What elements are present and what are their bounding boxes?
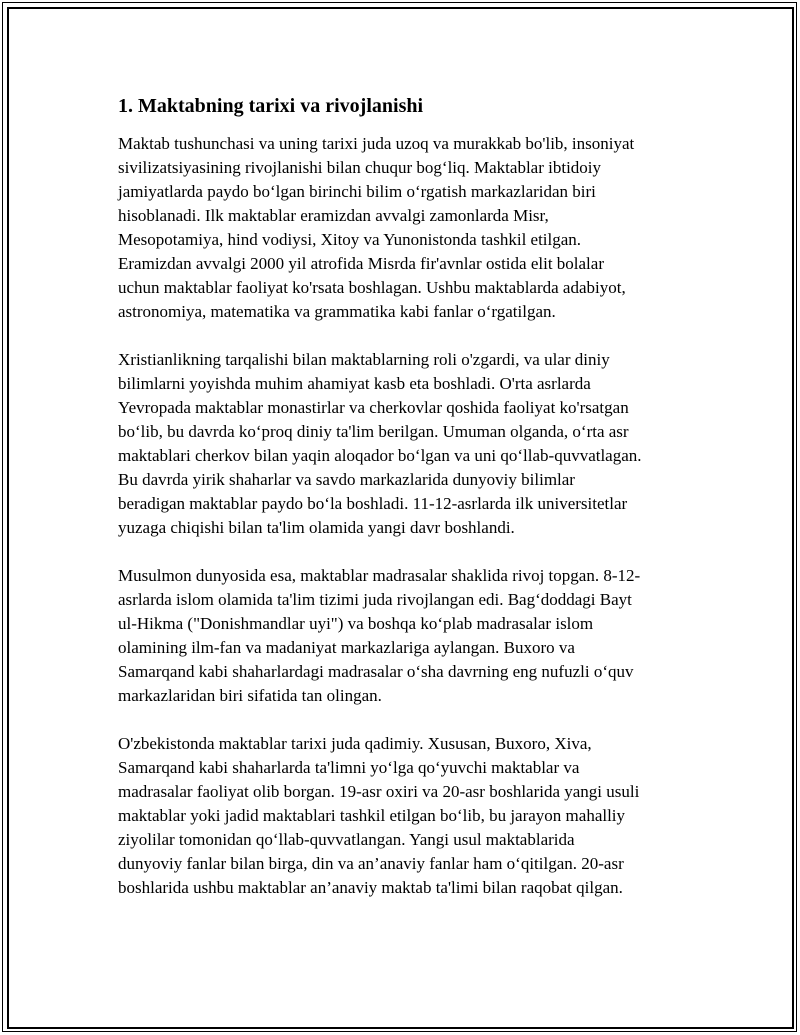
text-line: yuzaga chiqishi bilan ta'lim olamida yangi davr boshlandi. (118, 518, 515, 537)
text-line: Eramizdan avvalgi 2000 yil atrofida Misrda fir'avnlar ostida elit bolalar (118, 254, 604, 273)
section-heading: 1. Maktabning tarixi va rivojlanishi (118, 95, 424, 117)
text-line: astronomiya, matematika va grammatika kabi fanlar o‘rgatilgan. (118, 302, 556, 321)
text-line: Xristianlikning tarqalishi bilan maktablarning roli o'zgardi, va ular diniy (118, 350, 610, 369)
text-line: maktablari cherkov bilan yaqin aloqador bo‘lgan va uni qo‘llab-quvvatlagan. (118, 446, 642, 465)
text-line: beradigan maktablar paydo bo‘la boshladi. 11-12-asrlarda ilk universitetlar (118, 494, 628, 513)
text-line: Samarqand kabi shaharlardagi madrasalar o‘sha davrning eng nufuzli o‘quv (118, 662, 634, 681)
text-line: madrasalar faoliyat olib borgan. 19-asr oxiri va 20-asr boshlarida yangi usuli (118, 782, 640, 801)
text-line: Yevropada maktablar monastirlar va cherkovlar qoshida faoliyat ko'rsatgan (118, 398, 629, 417)
document-body (118, 93, 698, 924)
text-line: ul-Hikma ("Donishmandlar uyi") va boshqa ko‘plab madrasalar islom (118, 614, 594, 633)
text-line: Bu davrda yirik shaharlar va savdo markazlarida dunyoviy bilimlar (118, 470, 575, 489)
text-line: bilimlarni yoyishda muhim ahamiyat kasb eta boshladi. O'rta asrlarda (118, 374, 591, 393)
text-line: jamiyatlarda paydo bo‘lgan birinchi bilim o‘rgatish markazlaridan biri (118, 182, 596, 201)
text-line: asrlarda islom olamida ta'lim tizimi juda rivojlangan edi. Bag‘doddagi Bayt (118, 590, 632, 609)
text-line: Samarqand kabi shaharlarda ta'limni yo‘lga qo‘yuvchi maktablar va (118, 758, 580, 777)
text-line: sivilizatsiyasining rivojlanishi bilan chuqur bog‘liq. Maktablar ibtidoiy (118, 158, 602, 177)
text-line: hisoblanadi. Ilk maktablar eramizdan avvalgi zamonlarda Misr, (118, 206, 549, 225)
text-line: markazlaridan biri sifatida tan olingan. (118, 686, 382, 705)
text-line: Maktab tushunchasi va uning tarixi juda uzoq va murakkab bo'lib, insoniyat (118, 134, 635, 153)
paragraph-history-origins (118, 132, 698, 324)
text-line: olamining ilm-fan va madaniyat markazlariga aylangan. Buxoro va (118, 638, 575, 657)
text-line: dunyoviy fanlar bilan birga, din va an’anaviy fanlar ham o‘qitilgan. 20-asr (118, 854, 624, 873)
text-line: boshlarida ushbu maktablar an’anaviy maktab ta'limi bilan raqobat qilgan. (118, 878, 623, 897)
text-line: ziyolilar tomonidan qo‘llab-quvvatlangan. Yangi usul maktablarida (118, 830, 575, 849)
text-line: bo‘lib, bu davrda ko‘proq diniy ta'lim berilgan. Umuman olganda, o‘rta asr (118, 422, 629, 441)
text-line: O'zbekistonda maktablar tarixi juda qadimiy. Xususan, Buxoro, Xiva, (118, 734, 592, 753)
text-line: uchun maktablar faoliyat ko'rsata boshlagan. Ushbu maktablarda adabiyot, (118, 278, 626, 297)
text-line: maktablar yoki jadid maktablari tashkil etilgan bo‘lib, bu jarayon mahalliy (118, 806, 626, 825)
text-line: Musulmon dunyosida esa, maktablar madrasalar shaklida rivoj topgan. 8-12- (118, 566, 641, 585)
text-line: Mesopotamiya, hind vodiysi, Xitoy va Yunonistonda tashkil etilgan. (118, 230, 582, 249)
paragraph-muslim-madrasas (118, 564, 698, 708)
paragraph-christian-schools (118, 348, 698, 540)
paragraph-uzbekistan-schools (118, 732, 698, 900)
